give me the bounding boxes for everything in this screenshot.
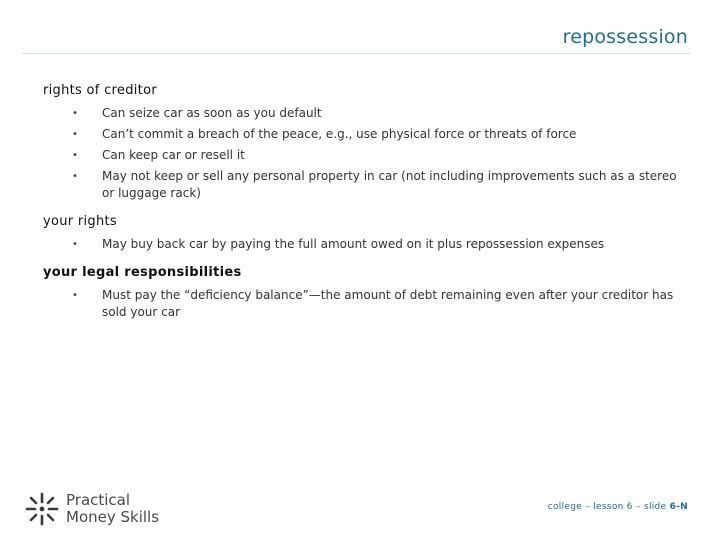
bullet-list bbox=[43, 105, 683, 202]
list-item-text: Can seize car as soon as you default bbox=[102, 106, 322, 120]
list-item-text: Can keep car or resell it bbox=[102, 148, 245, 162]
footer-text: college – lesson 6 – slide bbox=[547, 502, 670, 512]
list-item-text: Must pay the “deficiency balance”—the amount of debt remaining even after your creditor has sold your car bbox=[102, 288, 674, 319]
slide-footer bbox=[548, 502, 688, 512]
slide-number: 6-N bbox=[669, 502, 688, 512]
logo-line-1: Practical bbox=[66, 491, 131, 509]
bullet-icon: • bbox=[72, 129, 78, 140]
list-item bbox=[43, 105, 683, 122]
slide-content bbox=[43, 83, 683, 333]
bullet-list bbox=[43, 236, 683, 253]
list-item bbox=[43, 147, 683, 164]
logo-wordmark bbox=[66, 492, 159, 526]
list-item-text: May buy back car by paying the full amount owed on it plus repossession expenses bbox=[102, 237, 605, 251]
section-legal-responsibilities bbox=[43, 265, 683, 321]
list-item bbox=[43, 236, 683, 253]
section-heading: your legal responsibilities bbox=[43, 265, 242, 280]
slide-title: repossession bbox=[562, 26, 688, 48]
practical-money-skills-logo bbox=[24, 490, 159, 528]
bullet-icon: • bbox=[72, 171, 78, 182]
section-your-rights bbox=[43, 214, 683, 253]
list-item bbox=[43, 126, 683, 143]
list-item-text: Can’t commit a breach of the peace, e.g., use physical force or threats of force bbox=[102, 127, 577, 141]
header-divider bbox=[22, 53, 690, 54]
section-heading: rights of creditor bbox=[43, 83, 157, 98]
list-item bbox=[43, 168, 683, 202]
section-rights-of-creditor bbox=[43, 83, 683, 202]
bullet-icon: • bbox=[72, 150, 78, 161]
bullet-icon: • bbox=[72, 239, 78, 250]
bullet-list bbox=[43, 287, 683, 321]
list-item bbox=[43, 287, 683, 321]
logo-line-2: Money Skills bbox=[66, 508, 160, 526]
list-item-text: May not keep or sell any personal property in car (not including improvements such as a stereo or luggage rack) bbox=[102, 169, 677, 200]
section-heading: your rights bbox=[43, 214, 117, 229]
bullet-icon: • bbox=[72, 108, 78, 119]
bullet-icon: • bbox=[72, 290, 78, 301]
starburst-logo-icon bbox=[24, 491, 60, 527]
